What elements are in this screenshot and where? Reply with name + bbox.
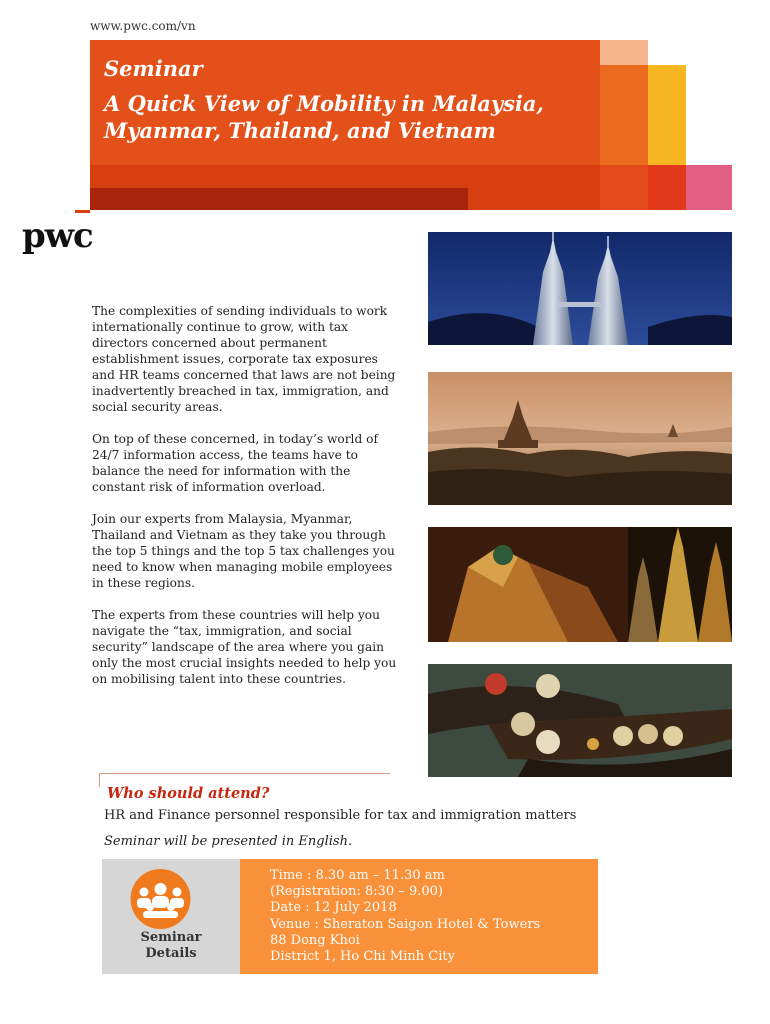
- details-label-line2: Details: [145, 946, 197, 961]
- header-accent-orange: [600, 65, 648, 165]
- paragraph: The complexities of sending individuals to work internationally continue to grow, with tax directors concerned about permanent establishment issues, corporate tax exposures and HR teams concerned that laws are not being inadvertently breached in tax, immigration, and social security areas.: [92, 304, 396, 414]
- paragraph: The experts from these countries will help you navigate the “tax, immigration, and social security” landscape of the area where you gain only the most crucial insights needed to help you on mobilising talent into these countries.: [92, 608, 397, 686]
- header-accent-peach: [600, 40, 648, 65]
- header-accent-yellow: [648, 65, 686, 165]
- details-label-line1: Seminar: [140, 930, 202, 945]
- details-info: [270, 868, 540, 965]
- logo-text: pwc: [22, 216, 93, 256]
- header-accent-red3: [648, 165, 686, 210]
- header-accent-pink: [686, 165, 732, 210]
- header-accent-red2: [600, 165, 648, 210]
- bagan-temples-photo: [428, 372, 732, 505]
- audience-text: HR and Finance personnel responsible for tax and immigration matters: [104, 808, 577, 823]
- language-note: Seminar will be presented in English.: [104, 834, 353, 849]
- petronas-towers-photo: [428, 232, 732, 345]
- header-accent-darkred: [90, 188, 468, 210]
- event-time: Time : 8.30 am – 11.30 am: [270, 868, 445, 883]
- website-url: www.pwc.com/vn: [90, 19, 196, 33]
- page-title: A Quick View of Mobility in Malaysia, Myanmar, Thailand, and Vietnam: [104, 91, 544, 143]
- event-address-line1: 88 Dong Khoi: [270, 932, 360, 948]
- logo-accent-bar: [75, 210, 90, 213]
- pwc-logo: [22, 210, 112, 260]
- details-label: [102, 930, 240, 962]
- seminar-label: Seminar: [104, 56, 203, 81]
- event-address-line2: District 1, Ho Chi Minh City: [270, 949, 455, 965]
- section-divider: [99, 773, 390, 774]
- vietnam-boats-photo: [428, 664, 732, 777]
- section-divider-tick: [99, 773, 100, 787]
- thai-temple-guardian-photo: [428, 527, 732, 642]
- people-group-icon: [127, 869, 194, 929]
- body-copy: [92, 303, 402, 703]
- event-date: Date : 12 July 2018: [270, 900, 397, 916]
- event-venue: Venue : Sheraton Saigon Hotel & Towers: [270, 916, 541, 932]
- event-registration: (Registration: 8:30 – 9.00): [270, 884, 443, 900]
- audience-title: Who should attend?: [107, 785, 270, 802]
- paragraph: On top of these concerned, in today’s world of 24/7 information access, the teams have to balance the need for information with the constant risk of information overload.: [92, 432, 378, 494]
- paragraph: Join our experts from Malaysia, Myanmar, Thailand and Vietnam as they take you through the top 5 things and the top 5 tax challenges you need to know when managing mobile employees in these regions.: [92, 512, 395, 590]
